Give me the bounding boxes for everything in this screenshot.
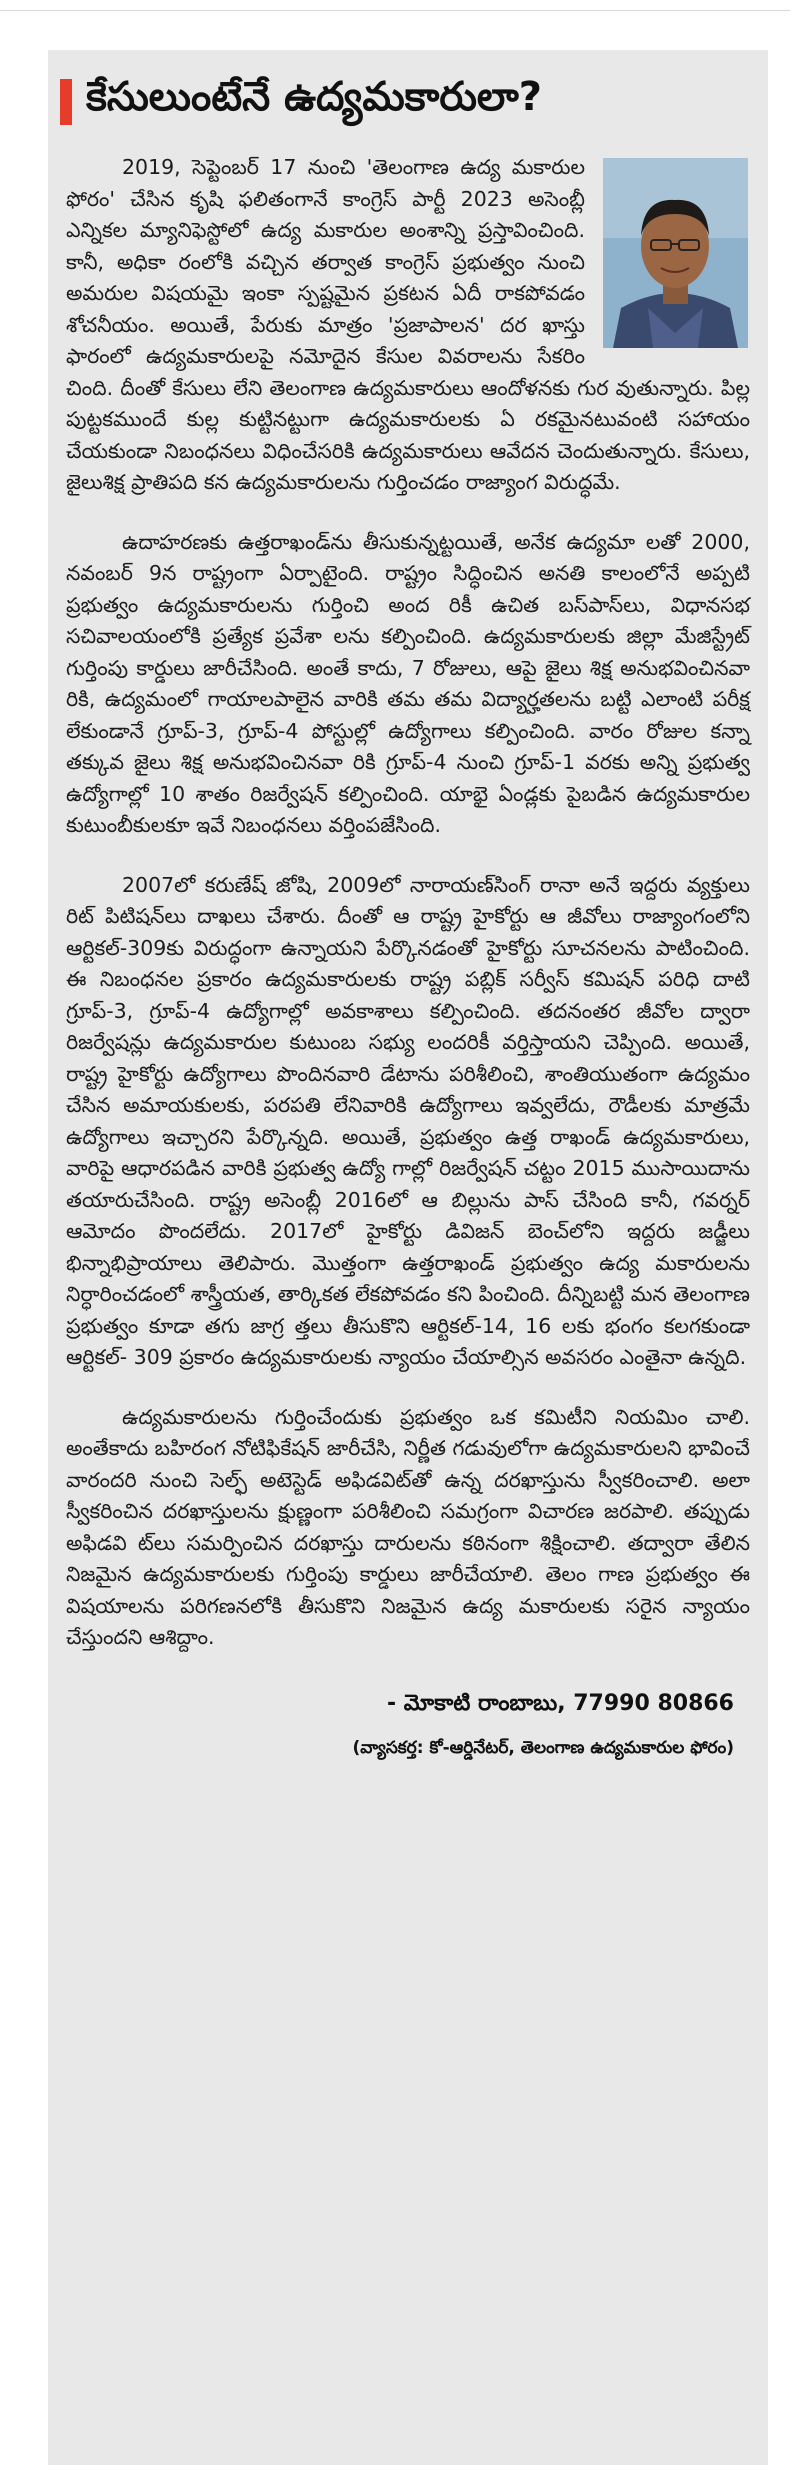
author-portrait-photo — [603, 158, 748, 348]
top-divider — [0, 10, 790, 11]
author-designation: (వ్యాసకర్త: కో-ఆర్డినేటర్, తెలంగాణ ఉద్యమకారుల ఫోరం) — [352, 1738, 734, 1758]
paragraph-3: 2007లో కరుణేష్ జోషి, 2009లో నారాయణ్‌సింగ్ రానా అనే ఇద్దరు వ్యక్తులు రిట్ పిటిషన్‌లు దాఖలు చేశారు. దీంతో ఆ రాష్ట్ర హైకోర్టు ఆ జీవోలు రాజ్యాంగంలోని ఆర్టికల్-309కు విరుద్ధంగా ఉన్నాయని పేర్కొనడంతో హైకోర్టు సూచనలను పాటించింది. ఈ నిబంధనల ప్రకారం ఉద్యమకారులకు రాష్ట్ర పబ్లిక్ సర్వీస్ కమిషన్ పరిధి దాటి గ్రూప్-3, గ్రూప్-4 ఉద్యోగాల్లో అవకాశాలు కల్పించింది. తదనంతర జీవోల ద్వారా రిజర్వేషన్లు ఉద్యమకారుల కుటుంబ సభ్యు లందరికీ వర్తిస్తాయని చెప్పింది. అయితే, రాష్ట్ర హైకోర్టు ఉద్యోగాలు పొందినవారి డేటాను పరిశీలించి, శాంతియుతంగా ఉద్యమం చేసిన అమాయకులకు, పరపతి లేనివారికి ఉద్యోగాలు ఇవ్వలేదు, రౌడీలకు మాత్రమే ఉద్యోగాలు ఇచ్చారని పేర్కొన్నది. అయితే, ప్రభుత్వం ఉత్త రాఖండ్ ఉద్యమకారులు, వారిపై ఆధారపడిన వారికి ప్రభుత్వ ఉద్యో గాల్లో రిజర్వేషన్ చట్టం 2015 ముసాయిదాను తయారుచేసింది. రాష్ట్ర అసెంబ్లీ 2016లో ఆ బిల్లును పాస్ చేసింది కానీ, గవర్నర్ ఆమోదం పొందలేదు. 2017లో హైకోర్టు డివిజన్ బెంచ్‌లోని ఇద్దరు జడ్జీలు భిన్నాభిప్రాయాలు తెలిపారు. మొత్తంగా ఉత్తరాఖండ్ ప్రభుత్వం ఉద్య మకారులను నిర్ధారించడంలో శాస్త్రీయత, తార్కికత లేకపోవడం కని పించింది. దీన్నిబట్టి మన తెలంగాణ ప్రభుత్వం కూడా తగు జాగ్ర త్తలు తీసుకొని ఆర్టికల్-14, 16 లకు భంగం కలగకుండా ఆర్టికల్- 309 ప్రకారం ఉద్యమకారులకు న్యాయం చేయాల్సిన అవసరం ఎంతైనా ఉన్నది. — [66, 872, 750, 1369]
headline-row — [48, 72, 768, 132]
author-signature: - మోకాటి రాంబాబు, 77990 80866 — [387, 1690, 734, 1716]
accent-bar — [60, 79, 72, 125]
paragraph-2: ఉదాహరణకు ఉత్తరాఖండ్‌ను తీసుకున్నట్టయితే, అనేక ఉద్యమా లతో 2000, నవంబర్ 9న రాష్ట్రంగా ఏర్పాటైంది. రాష్ట్రం సిద్ధించిన అనతి కాలంలోనే అప్పటి ప్రభుత్వం ఉద్యమకారులను గుర్తించి అంద రికీ ఉచిత బస్‌పాస్‌లు, విధానసభ సచివాలయంలోకి ప్రత్యేక ప్రవేశా లను కల్పించింది. ఉద్యమకారులకు జిల్లా మేజిస్ట్రేట్ గుర్తింపు కార్డులు జారీచేసింది. అంతే కాదు, 7 రోజులు, ఆపై జైలు శిక్ష అనుభవించినవా రికి, ఉద్యమంలో గాయాలపాలైన వారికి తమ తమ విద్యార్హతలను బట్టి ఎలాంటి పరీక్ష లేకుండానే గ్రూప్-3, గ్రూప్-4 పోస్టుల్లో ఉద్యోగాలు కల్పించింది. వారం రోజుల కన్నా తక్కువ జైలు శిక్ష అనుభవించినవా రికి గ్రూప్-4 నుంచి గ్రూప్-1 వరకు అన్ని ప్రభుత్వ ఉద్యోగాల్లో 10 శాతం రిజర్వేషన్ కల్పించింది. యాభై ఏండ్లకు పైబడిన ఉద్యమకారుల కుటుంబీకులకూ ఇవే నిబంధనలు వర్తింపజేసింది. — [66, 529, 750, 837]
paragraph-4: ఉద్యమకారులను గుర్తించేందుకు ప్రభుత్వం ఒక కమిటీని నియమిం చాలి. అంతేకాదు బహిరంగ నోటిఫికేషన్ జారీచేసి, నిర్ణీత గడువులోగా ఉద్యమకారులని భావించే వారందరి నుంచి సెల్ఫ్ అటెస్టెడ్ అఫిడవిట్‌తో ఉన్న దరఖాస్తును స్వీకరించాలి. అలా స్వీకరించిన దరఖాస్తులను క్షుణ్ణంగా పరిశీలించి సమగ్రంగా విచారణ జరపాలి. తప్పుడు అఫిడవి ట్‌లు సమర్పించిన దరఖాస్తు దారులను కఠినంగా శిక్షించాలి. తద్వారా తేలిన నిజమైన ఉద్యమకారులకు గుర్తింపు కార్డులు జారీచేయాలి. తెలం గాణ ప్రభుత్వం ఈ విషయాలను పరిగణనలోకి తీసుకొని నిజమైన ఉద్య మకారులకు సరైన న్యాయం చేస్తుందని ఆశిద్దాం. — [66, 1404, 750, 1649]
article-body — [48, 132, 768, 1765]
article-clipping — [48, 50, 768, 2465]
author-photo — [603, 158, 748, 348]
paragraph-1: 2019, సెప్టెంబర్ 17 నుంచి 'తెలంగాణ ఉద్య మకారుల ఫోరం' చేసిన కృషి ఫలితంగానే కాంగ్రెస్ పార్టీ 2023 అసెంబ్లీ ఎన్నికల మ్యానిఫెస్టోలో ఉద్య మకారుల అంశాన్ని ప్రస్తావించింది. కానీ, అధికా రంలోకి వచ్చిన తర్వాత కాంగ్రెస్ ప్రభుత్వం నుంచి అమరుల విషయమై ఇంకా స్పష్టమైన ప్రకటన ఏదీ రాకపోవడం శోచనీయం. అయితే, పేరుకు మాత్రం 'ప్రజాపాలన' దర ఖాస్తు ఫారంలో ఉద్యమకారులపై నమోదైన కేసుల వివరాలను సేకరిం చింది. దీంతో కేసులు లేని తెలంగాణ ఉద్యమకారులు ఆందోళనకు గుర వుతున్నారు. పిల్ల పుట్టకముందే కుల్ల కుట్టినట్టుగా ఉద్యమకారులకు ఏ రకమైనటువంటి సహాయం చేయకుండా నిబంధనలు విధించేసరికి ఉద్యమకారులు ఆవేదన చెందుతున్నారు. కేసులు, జైలుశిక్ష ప్రాతిపది కన ఉద్యమకారులను గుర్తించడం రాజ్యాంగ విరుద్ధమే. — [66, 155, 750, 494]
article-headline: కేసులుంటేనే ఉద్యమకారులా? — [86, 74, 543, 120]
